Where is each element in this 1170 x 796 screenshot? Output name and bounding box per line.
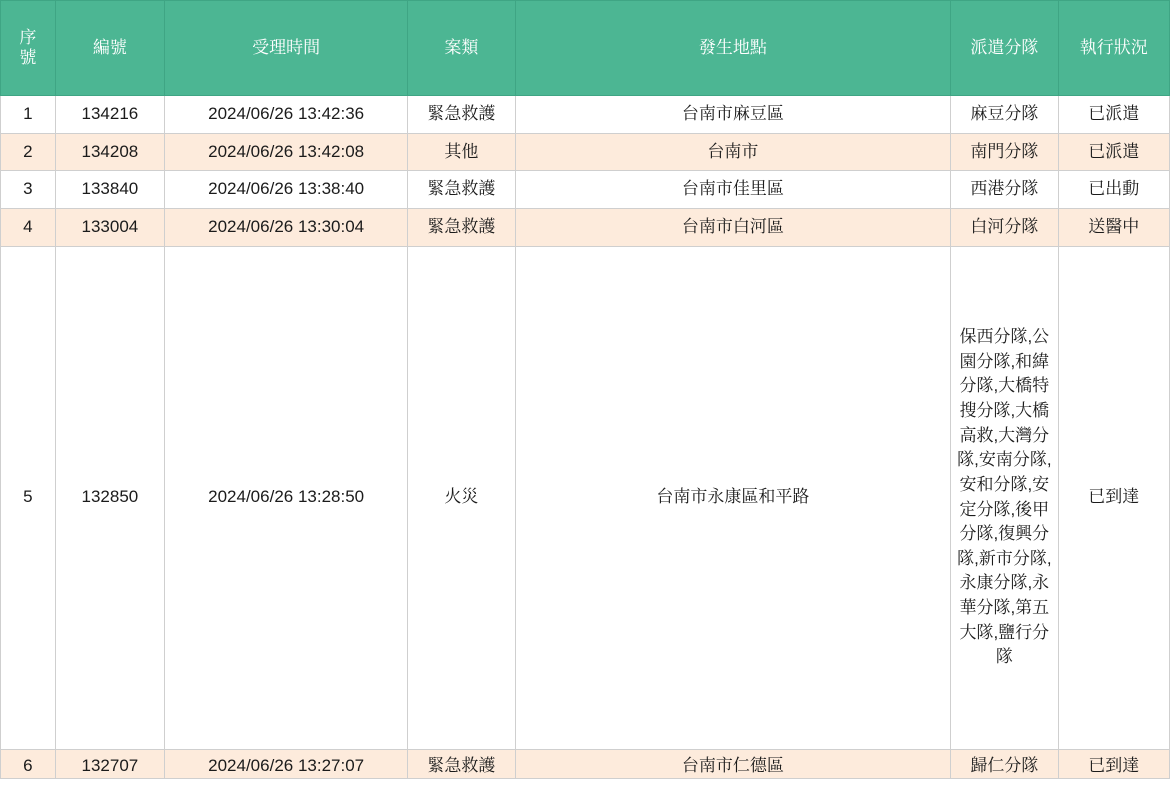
table-row <box>1 96 1170 134</box>
cell-type: 緊急救護 <box>408 171 515 209</box>
cell-id: 132850 <box>55 246 164 749</box>
cell-seq: 6 <box>1 749 56 779</box>
cell-place: 台南市麻豆區 <box>515 96 951 134</box>
cell-place: 台南市佳里區 <box>515 171 951 209</box>
table-row <box>1 246 1170 749</box>
table-row <box>1 133 1170 171</box>
cell-seq: 1 <box>1 96 56 134</box>
cell-unit: 白河分隊 <box>951 208 1058 246</box>
cell-type: 緊急救護 <box>408 749 515 779</box>
column-header-seq <box>1 1 56 96</box>
column-header-type: 案類 <box>408 1 515 96</box>
cell-type: 火災 <box>408 246 515 749</box>
cell-seq: 2 <box>1 133 56 171</box>
table-header-row <box>1 1 1170 96</box>
table-row <box>1 171 1170 209</box>
cell-type: 緊急救護 <box>408 208 515 246</box>
column-header-unit: 派遣分隊 <box>951 1 1058 96</box>
cell-seq: 4 <box>1 208 56 246</box>
cell-time: 2024/06/26 13:42:36 <box>165 96 408 134</box>
cell-place: 台南市永康區和平路 <box>515 246 951 749</box>
cell-place: 台南市 <box>515 133 951 171</box>
cell-time: 2024/06/26 13:38:40 <box>165 171 408 209</box>
cell-unit: 西港分隊 <box>951 171 1058 209</box>
column-header-seq-line1: 序 <box>19 28 37 48</box>
table-body <box>1 96 1170 779</box>
cell-id: 133004 <box>55 208 164 246</box>
cell-status: 送醫中 <box>1058 208 1169 246</box>
cell-time: 2024/06/26 13:30:04 <box>165 208 408 246</box>
cell-seq: 3 <box>1 171 56 209</box>
column-header-status: 執行狀況 <box>1058 1 1169 96</box>
column-header-time: 受理時間 <box>165 1 408 96</box>
cell-status: 已出動 <box>1058 171 1169 209</box>
cell-status: 已派遣 <box>1058 96 1169 134</box>
cell-unit: 麻豆分隊 <box>951 96 1058 134</box>
cell-id: 132707 <box>55 749 164 779</box>
cell-time: 2024/06/26 13:28:50 <box>165 246 408 749</box>
cell-id: 133840 <box>55 171 164 209</box>
cell-unit: 保西分隊,公園分隊,和緯分隊,大橋特搜分隊,大橋高救,大灣分隊,安南分隊,安和分隊,安定分隊,後甲分隊,復興分隊,新市分隊,永康分隊,永華分隊,第五大隊,鹽行分隊 <box>951 246 1058 749</box>
column-header-id: 編號 <box>55 1 164 96</box>
table-header <box>1 1 1170 96</box>
cell-unit: 南門分隊 <box>951 133 1058 171</box>
cell-status: 已到達 <box>1058 749 1169 779</box>
cell-time: 2024/06/26 13:42:08 <box>165 133 408 171</box>
cell-type: 其他 <box>408 133 515 171</box>
cell-place: 台南市仁德區 <box>515 749 951 779</box>
column-header-seq-line2: 號 <box>19 48 37 67</box>
cell-unit: 歸仁分隊 <box>951 749 1058 779</box>
cell-status: 已到達 <box>1058 246 1169 749</box>
cell-id: 134216 <box>55 96 164 134</box>
cell-seq: 5 <box>1 246 56 749</box>
column-header-place: 發生地點 <box>515 1 951 96</box>
table-row <box>1 208 1170 246</box>
cell-place: 台南市白河區 <box>515 208 951 246</box>
cell-status: 已派遣 <box>1058 133 1169 171</box>
cell-type: 緊急救護 <box>408 96 515 134</box>
table-row <box>1 749 1170 779</box>
cell-id: 134208 <box>55 133 164 171</box>
cell-time: 2024/06/26 13:27:07 <box>165 749 408 779</box>
